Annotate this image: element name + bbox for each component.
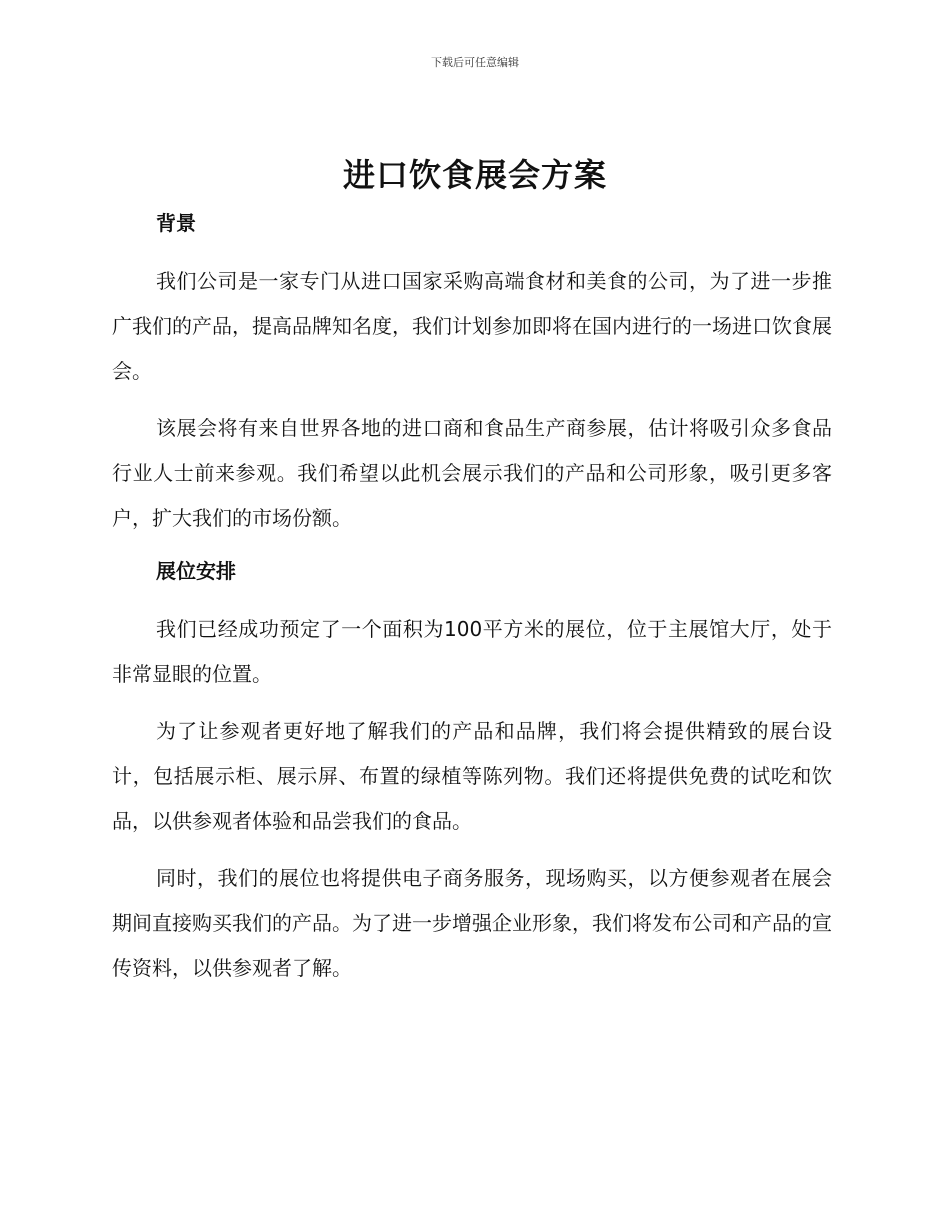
paragraph: 我们公司是一家专门从进口国家采购高端食材和美食的公司，为了进一步推广我们的产品，提高品牌知名度，我们计划参加即将在国内进行的一场进口饮食展会。 [112, 269, 832, 383]
paragraph: 该展会将有来自世界各地的进口商和食品生产商参展，估计将吸引众多食品行业人士前来参观。我们希望以此机会展示我们的产品和公司形象，吸引更多客户，扩大我们的市场份额。 [112, 416, 832, 530]
page-header-note: 下载后可任意编辑 [431, 56, 519, 69]
section-heading: 展位安排 [156, 559, 236, 583]
paragraph: 我们已经成功预定了一个面积为100平方米的展位，位于主展馆大厅，处于非常显眼的位置。 [112, 617, 832, 686]
section-background [112, 205, 832, 541]
paragraph: 同时，我们的展位也将提供电子商务服务，现场购买，以方便参观者在展会期间直接购买我们的产品。为了进一步增强企业形象，我们将发布公司和产品的宣传资料，以供参观者了解。 [112, 866, 832, 980]
document-body [112, 205, 832, 991]
section-heading: 背景 [156, 211, 196, 235]
paragraph: 为了让参观者更好地了解我们的产品和品牌，我们将会提供精致的展台设计，包括展示柜、展示屏、布置的绿植等陈列物。我们还将提供免费的试吃和饮品，以供参观者体验和品尝我们的食品。 [112, 719, 832, 833]
section-booth-arrangement [112, 553, 832, 991]
document-title: 进口饮食展会方案 [342, 156, 607, 194]
